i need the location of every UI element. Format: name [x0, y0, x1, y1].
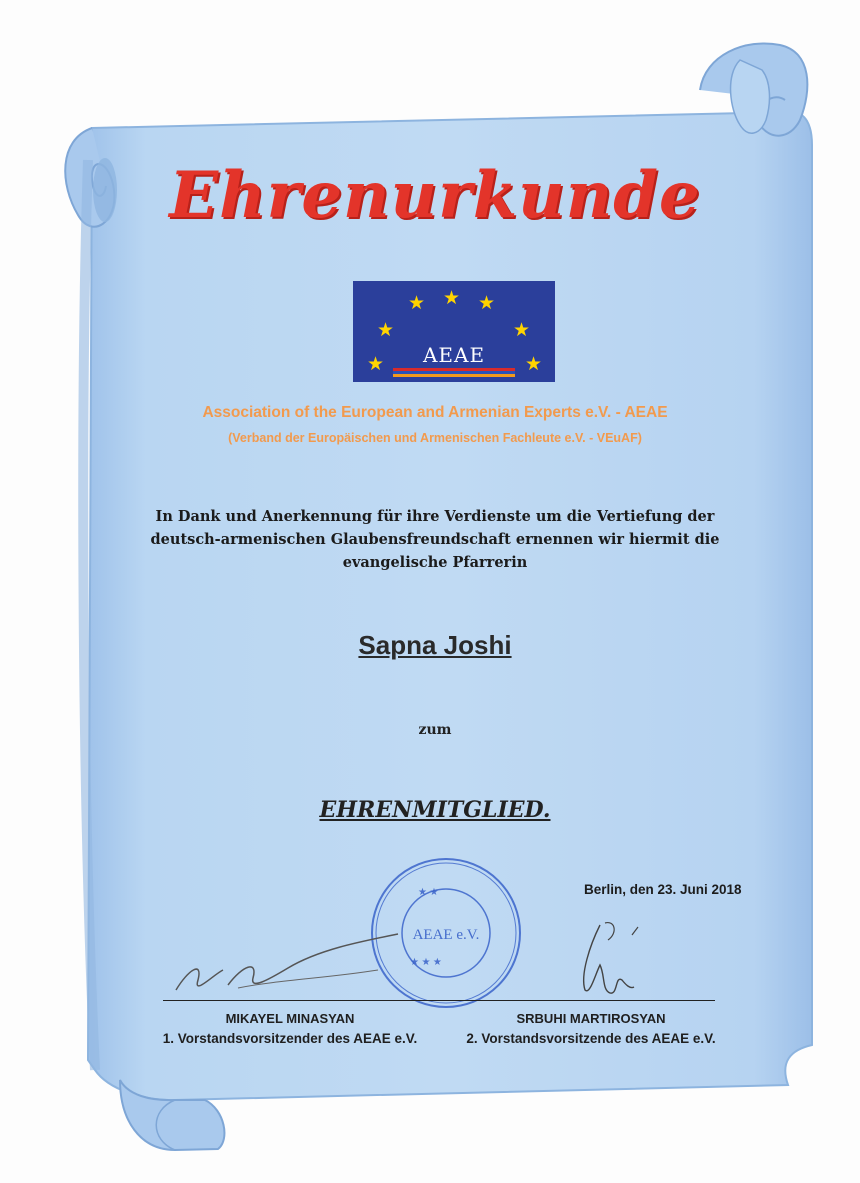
star-icon: ★ [513, 320, 531, 341]
place-date: Berlin, den 23. Juni 2018 [584, 882, 742, 897]
dedication-line: evangelische Pfarrerin [342, 554, 528, 571]
svg-text:★ ★ ★: ★ ★ ★ [410, 957, 442, 968]
recipient-name: Sapna Joshi [358, 630, 512, 660]
seal-text: AEAE e.V. [412, 927, 480, 943]
star-icon: ★ [525, 354, 543, 375]
aeae-logo [353, 281, 555, 382]
dedication-line: In Dank und Anerkennung für ihre Verdienste um die Vertiefung der [155, 508, 715, 525]
star-icon: ★ [408, 293, 426, 314]
star-icon: ★ [478, 293, 496, 314]
star-icon: ★ [367, 354, 385, 375]
signatory-2-role: 2. Vorstandsvorsitzende des AEAE e.V. [466, 1031, 716, 1046]
signatory-1-role: 1. Vorstandsvorsitzender des AEAE e.V. [162, 1031, 418, 1046]
signature-right [560, 915, 650, 1000]
signature-line [163, 1000, 715, 1001]
organization-name-german: (Verband der Europäischen und Armenischen Fachleute e.V. - VEuAF) [228, 431, 642, 445]
signature-left [168, 930, 418, 1002]
dedication-line: deutsch-armenischen Glaubensfreundschaft ernennen wir hiermit die [150, 531, 720, 548]
signatory-1-name: MIKAYEL MINASYAN [225, 1011, 355, 1026]
organization-name: Association of the European and Armenian Experts e.V. - AEAE [202, 404, 668, 421]
certificate-title: Ehrenurkunde [169, 158, 701, 233]
star-icon: ★ [377, 320, 395, 341]
logo-text: AEAE [422, 343, 486, 367]
signatory-2-name: SRBUHI MARTIROSYAN [516, 1011, 666, 1026]
logo-band-orange [393, 374, 515, 377]
svg-text:★ ★: ★ ★ [418, 887, 439, 898]
star-icon: ★ [443, 288, 461, 309]
dedication-text [60, 505, 810, 574]
honor-title: EHRENMITGLIED. [319, 797, 551, 823]
zum-text: zum [418, 722, 452, 738]
